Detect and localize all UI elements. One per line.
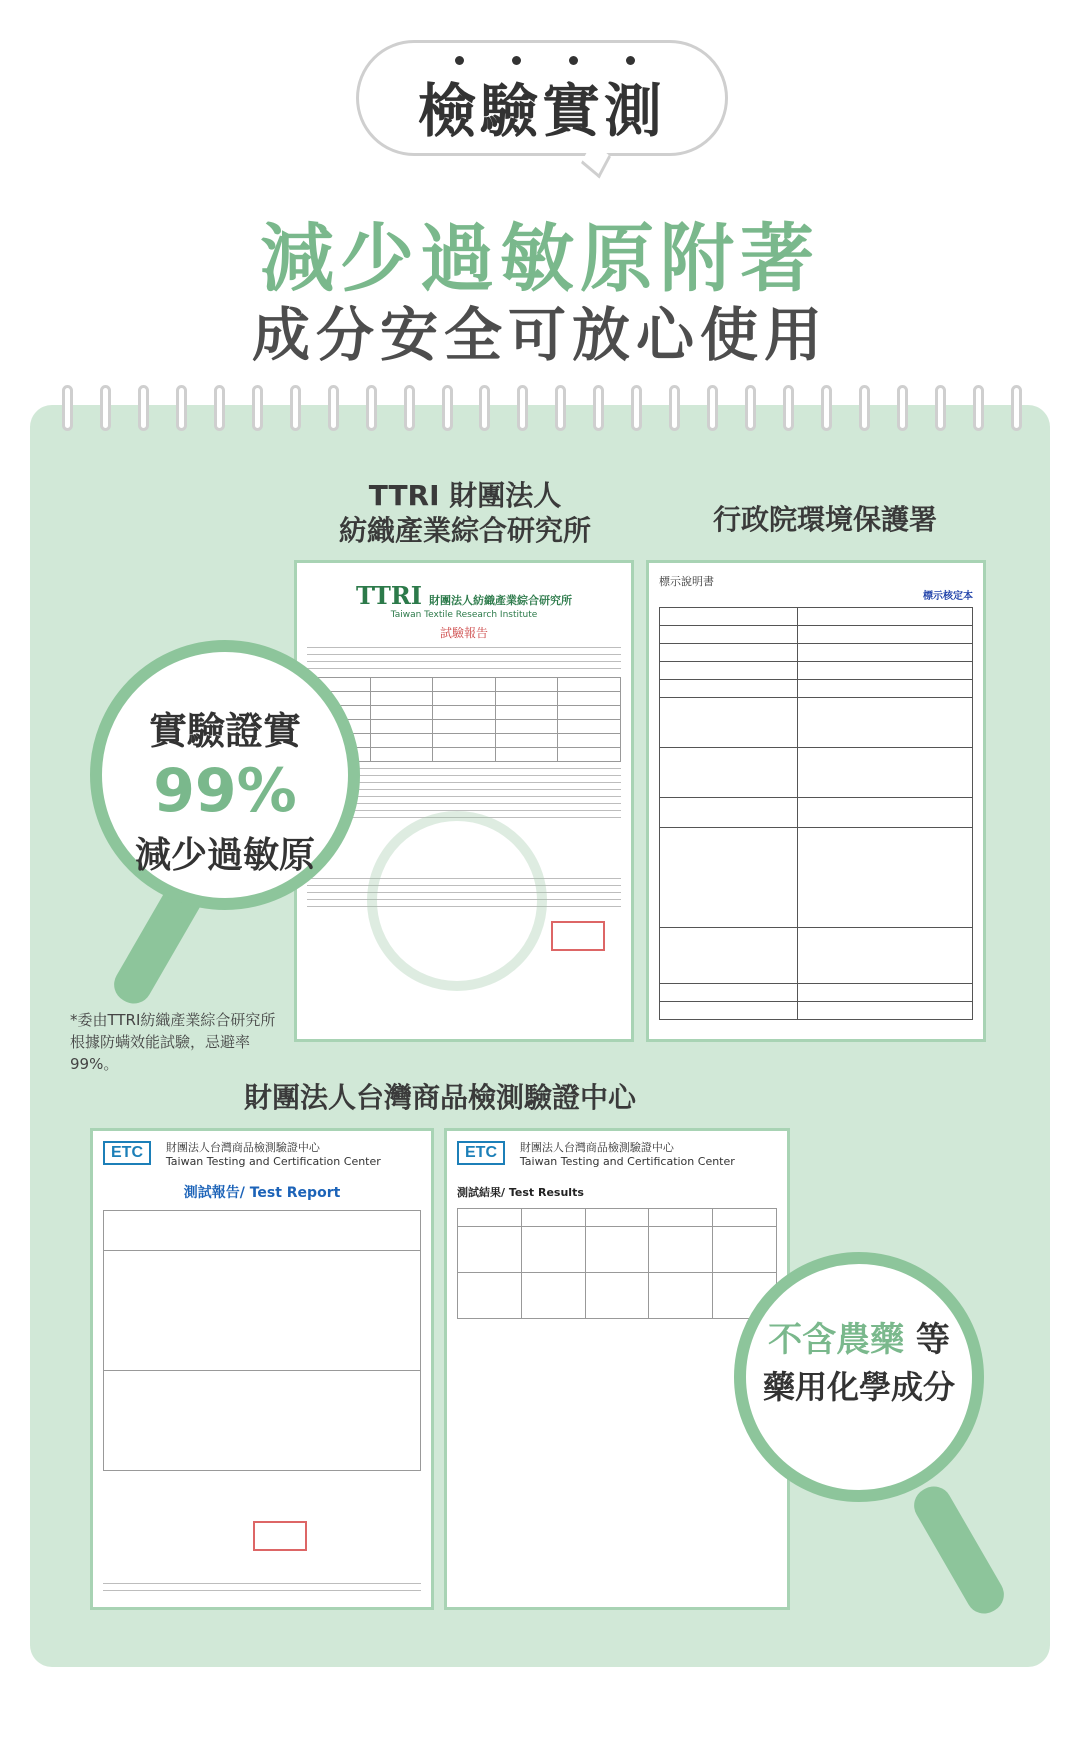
- etc-results-table: [457, 1208, 777, 1319]
- etc-org-en: Taiwan Testing and Certification Center: [165, 1155, 381, 1169]
- ttri-org-name: TTRI 財團法人紡織產業綜合研究所: [355, 581, 572, 610]
- epa-approved-tag: 標示核定本: [923, 591, 973, 602]
- etc-logo: ETC: [457, 1141, 505, 1165]
- etc-logo: ETC: [103, 1141, 151, 1165]
- etc-label: 財團法人台灣商品檢測驗證中心: [243, 1081, 636, 1114]
- left-badge-text: 實驗證實 99% 減少過敏原: [134, 709, 315, 876]
- notebook-spiral: [62, 385, 1022, 431]
- epa-label-document: [646, 560, 986, 1042]
- epa-label-table: [659, 607, 973, 1020]
- bubble-title: 檢驗實測: [417, 77, 666, 145]
- headline-main: 減少過敏原附著: [260, 216, 820, 302]
- footnote: *委由TTRI紡織產業綜合研究所根據防螨效能試驗，忌避率99%。: [70, 1011, 276, 1073]
- etc-org-cn: 財團法人台灣商品檢測驗證中心: [519, 1141, 674, 1154]
- etc-org-en: Taiwan Testing and Certification Center: [519, 1155, 735, 1169]
- epa-doc-heading: 標示說明書: [659, 575, 714, 588]
- etc-report-table: [103, 1210, 421, 1471]
- etc-results-title: 測試結果/ Test Results: [457, 1185, 584, 1199]
- etc-report-title: 測試報告/ Test Report: [183, 1184, 341, 1201]
- ttri-red-stamp: [551, 921, 605, 951]
- epa-label: 行政院環境保護署: [712, 503, 937, 536]
- ttri-report-title: 試驗報告: [439, 626, 488, 640]
- ttri-label: TTRI 財團法人 紡織產業綜合研究所: [338, 479, 591, 547]
- right-badge-text: 不含農藥 等 藥用化學成分: [762, 1320, 955, 1407]
- ttri-watermark-seal: [367, 811, 547, 991]
- headline-sub: 成分安全可放心使用: [251, 301, 828, 369]
- etc-org-cn: 財團法人台灣商品檢測驗證中心: [165, 1141, 320, 1154]
- etc-test-report-document: [90, 1128, 434, 1610]
- etc-red-stamp: [253, 1521, 307, 1551]
- ttri-org-en: Taiwan Textile Research Institute: [390, 610, 538, 620]
